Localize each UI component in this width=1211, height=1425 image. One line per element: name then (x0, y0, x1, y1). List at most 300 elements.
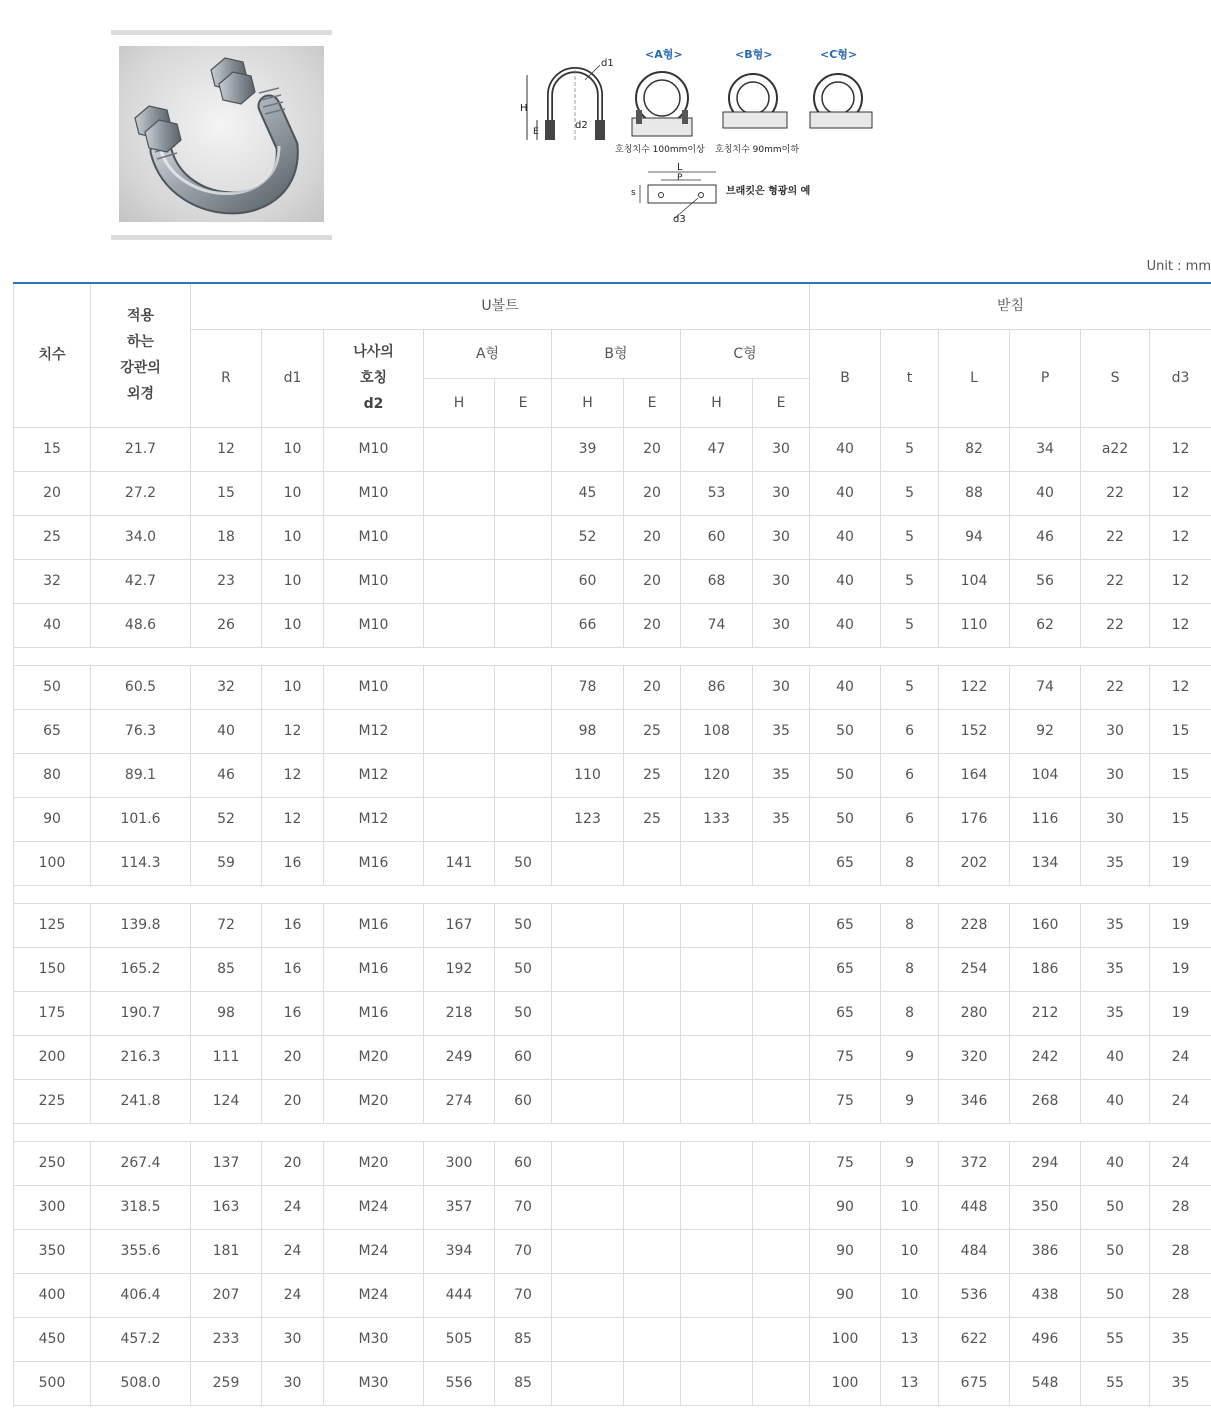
table-cell: 78 (552, 665, 624, 709)
table-cell: 300 (424, 1141, 495, 1185)
table-cell: 457.2 (91, 1317, 191, 1361)
table-row (14, 709, 1211, 753)
table-cell: 53 (681, 471, 753, 515)
table-cell: 24 (1150, 1035, 1211, 1079)
table-cell (495, 427, 552, 471)
table-cell: 19 (1150, 947, 1211, 991)
table-cell: 59 (191, 841, 262, 885)
table-cell: 357 (424, 1185, 495, 1229)
table-cell (552, 1229, 624, 1273)
table-cell: 50 (495, 841, 552, 885)
table-cell: 5 (881, 515, 939, 559)
table-cell: 114.3 (91, 841, 191, 885)
table-cell (753, 947, 810, 991)
table-cell: 92 (1010, 709, 1081, 753)
table-cell (424, 559, 495, 603)
label-l: L (677, 162, 683, 173)
table-cell: 35 (1081, 841, 1150, 885)
table-cell: 45 (552, 471, 624, 515)
table-cell: 225 (14, 1079, 91, 1123)
table-cell (424, 665, 495, 709)
table-cell: 35 (1150, 1317, 1211, 1361)
table-cell: 484 (939, 1229, 1010, 1273)
table-cell: 40 (810, 471, 881, 515)
table-cell: 241.8 (91, 1079, 191, 1123)
table-cell: 40 (810, 665, 881, 709)
table-cell: 186 (1010, 947, 1081, 991)
table-cell: 556 (424, 1361, 495, 1405)
table-cell (495, 471, 552, 515)
header-outer-line: 강관의 (120, 360, 161, 377)
table-cell: 444 (424, 1273, 495, 1317)
header-size: 치수 (14, 283, 91, 427)
table-cell: 26 (191, 603, 262, 647)
table-cell: 28 (1150, 1229, 1211, 1273)
table-cell (424, 515, 495, 559)
table-cell (424, 603, 495, 647)
table-cell: 181 (191, 1229, 262, 1273)
table-cell: 141 (424, 841, 495, 885)
table-cell: 242 (1010, 1035, 1081, 1079)
header-l: L (939, 329, 1010, 427)
table-cell: 65 (810, 947, 881, 991)
table-cell: 40 (810, 515, 881, 559)
table-cell (753, 841, 810, 885)
table-cell: 16 (262, 947, 324, 991)
table-row (14, 471, 1211, 515)
table-cell: 25 (14, 515, 91, 559)
table-row (14, 603, 1211, 647)
table-cell: 5 (881, 665, 939, 709)
table-cell: 12 (262, 709, 324, 753)
table-cell: 400 (14, 1273, 91, 1317)
group-spacer-cell (14, 647, 1211, 665)
table-cell: 8 (881, 903, 939, 947)
table-cell: 46 (191, 753, 262, 797)
label-d1: d1 (601, 58, 614, 69)
header-c-e: E (753, 378, 810, 427)
table-cell: 35 (753, 797, 810, 841)
table-cell: 80 (14, 753, 91, 797)
table-cell (552, 841, 624, 885)
table-cell: 40 (1081, 1079, 1150, 1123)
table-cell: a22 (1081, 427, 1150, 471)
table-cell: 200 (14, 1035, 91, 1079)
header-type-c: C형 (681, 329, 810, 378)
table-cell: M10 (324, 665, 424, 709)
table-cell: 125 (14, 903, 91, 947)
table-cell (624, 1141, 681, 1185)
header-outer-diameter (91, 283, 191, 427)
header-outer-line: 외경 (126, 386, 155, 403)
table-cell: 94 (939, 515, 1010, 559)
table-cell: 218 (424, 991, 495, 1035)
table-cell: 30 (753, 603, 810, 647)
table-cell: 274 (424, 1079, 495, 1123)
table-cell: 150 (14, 947, 91, 991)
u-bolt-illustration (119, 46, 324, 222)
table-cell (624, 947, 681, 991)
table-cell: 100 (14, 841, 91, 885)
table-cell: 62 (1010, 603, 1081, 647)
table-cell: 42.7 (91, 559, 191, 603)
table-cell: 50 (495, 903, 552, 947)
dimension-drawing (515, 40, 895, 230)
table-cell: 60 (681, 515, 753, 559)
table-cell: 40 (191, 709, 262, 753)
table-cell: 50 (1081, 1229, 1150, 1273)
table-cell: 12 (262, 753, 324, 797)
table-cell: 111 (191, 1035, 262, 1079)
table-cell: 450 (14, 1317, 91, 1361)
table-cell (552, 1317, 624, 1361)
table-cell: 24 (1150, 1079, 1211, 1123)
table-cell (552, 991, 624, 1035)
table-cell (681, 991, 753, 1035)
table-cell: 294 (1010, 1141, 1081, 1185)
table-cell: 207 (191, 1273, 262, 1317)
table-cell (495, 753, 552, 797)
table-cell: 6 (881, 797, 939, 841)
type-a-title: <A형> (645, 48, 683, 61)
table-cell: 22 (1081, 665, 1150, 709)
table-cell: 5 (881, 427, 939, 471)
table-cell: 40 (810, 427, 881, 471)
table-cell: 35 (753, 709, 810, 753)
table-cell (552, 903, 624, 947)
table-cell: M24 (324, 1273, 424, 1317)
table-cell: 28 (1150, 1273, 1211, 1317)
table-cell: 15 (1150, 753, 1211, 797)
caption-bc: 호칭치수 90mm이하 (715, 145, 800, 155)
table-cell (495, 797, 552, 841)
header-r: R (191, 329, 262, 427)
table-cell: 75 (810, 1141, 881, 1185)
table-cell: 18 (191, 515, 262, 559)
table-cell: 20 (262, 1079, 324, 1123)
table-cell: 68 (681, 559, 753, 603)
table-row (14, 1035, 1211, 1079)
table-cell: 10 (262, 559, 324, 603)
table-cell (681, 1035, 753, 1079)
table-cell: 448 (939, 1185, 1010, 1229)
table-cell: 35 (1081, 991, 1150, 1035)
table-cell: 6 (881, 709, 939, 753)
header-thread (324, 329, 424, 427)
header-b-h: H (552, 378, 624, 427)
table-cell: 386 (1010, 1229, 1081, 1273)
header-d3: d3 (1150, 329, 1211, 427)
table-cell: 548 (1010, 1361, 1081, 1405)
table-cell: 40 (1010, 471, 1081, 515)
table-cell: 55 (1081, 1361, 1150, 1405)
table-cell: 10 (262, 603, 324, 647)
table-cell (681, 1079, 753, 1123)
table-cell: M12 (324, 709, 424, 753)
table-cell: 25 (624, 709, 681, 753)
table-cell (552, 947, 624, 991)
table-cell (552, 1273, 624, 1317)
table-cell: 12 (1150, 515, 1211, 559)
table-cell: 15 (1150, 797, 1211, 841)
table-cell: 250 (14, 1141, 91, 1185)
table-cell: 6 (881, 753, 939, 797)
table-cell: 66 (552, 603, 624, 647)
caption-a: 호칭치수 100mm이상 (615, 145, 705, 155)
photo-top-bar (111, 30, 332, 35)
table-cell: 20 (624, 603, 681, 647)
table-cell (624, 903, 681, 947)
table-cell: 22 (1081, 515, 1150, 559)
table-cell: M12 (324, 797, 424, 841)
table-cell: 30 (1081, 797, 1150, 841)
table-cell: 5 (881, 559, 939, 603)
table-cell: 122 (939, 665, 1010, 709)
header-type-b: B형 (552, 329, 681, 378)
table-cell: 85 (191, 947, 262, 991)
table-cell: 35 (753, 753, 810, 797)
table-cell: 24 (262, 1273, 324, 1317)
table-cell: 20 (624, 665, 681, 709)
table-cell: 65 (14, 709, 91, 753)
table-cell: 76.3 (91, 709, 191, 753)
table-cell: 20 (262, 1035, 324, 1079)
table-cell (624, 1079, 681, 1123)
table-cell: 19 (1150, 841, 1211, 885)
table-cell: 15 (191, 471, 262, 515)
table-cell: 15 (1150, 709, 1211, 753)
table-cell: M30 (324, 1317, 424, 1361)
table-cell: 137 (191, 1141, 262, 1185)
table-cell: 12 (1150, 471, 1211, 515)
table-cell: 167 (424, 903, 495, 947)
table-cell: 70 (495, 1185, 552, 1229)
table-cell: 268 (1010, 1079, 1081, 1123)
table-cell (495, 665, 552, 709)
table-cell: 52 (191, 797, 262, 841)
table-cell: 394 (424, 1229, 495, 1273)
table-row (14, 1229, 1211, 1273)
table-cell: 89.1 (91, 753, 191, 797)
table-cell: 10 (262, 427, 324, 471)
table-cell: 12 (1150, 427, 1211, 471)
table-cell: 176 (939, 797, 1010, 841)
table-cell: 110 (939, 603, 1010, 647)
table-cell (624, 841, 681, 885)
unit-label: Unit : mm (1146, 259, 1211, 274)
table-cell (495, 709, 552, 753)
table-cell (624, 1035, 681, 1079)
table-cell: 372 (939, 1141, 1010, 1185)
label-s: s (631, 188, 636, 198)
table-cell: 34 (1010, 427, 1081, 471)
table-cell (753, 991, 810, 1035)
table-cell: 190.7 (91, 991, 191, 1035)
table-row (14, 515, 1211, 559)
table-cell (624, 1229, 681, 1273)
table-cell (753, 1185, 810, 1229)
header-a-e: E (495, 378, 552, 427)
table-cell: 60 (552, 559, 624, 603)
table-cell: 505 (424, 1317, 495, 1361)
table-cell: 90 (810, 1273, 881, 1317)
table-cell: 175 (14, 991, 91, 1035)
table-cell: M30 (324, 1361, 424, 1405)
table-cell: 233 (191, 1317, 262, 1361)
table-cell: 8 (881, 841, 939, 885)
header-thread-line: 호칭 (359, 370, 388, 386)
table-cell: 60 (495, 1035, 552, 1079)
header-a-h: H (424, 378, 495, 427)
table-cell (424, 753, 495, 797)
table-row (14, 559, 1211, 603)
table-cell: 60 (495, 1141, 552, 1185)
table-cell (624, 1185, 681, 1229)
table-cell: 139.8 (91, 903, 191, 947)
table-cell (681, 947, 753, 991)
table-cell: 50 (495, 947, 552, 991)
table-cell: 30 (753, 665, 810, 709)
group-spacer (14, 1123, 1211, 1141)
table-cell: 133 (681, 797, 753, 841)
table-cell (753, 1141, 810, 1185)
table-cell: 35 (1081, 947, 1150, 991)
table-cell: 35 (1150, 1361, 1211, 1405)
table-cell: 21.7 (91, 427, 191, 471)
dimension-diagram (515, 40, 895, 230)
table-cell: M10 (324, 427, 424, 471)
table-cell: M24 (324, 1185, 424, 1229)
table-cell: 46 (1010, 515, 1081, 559)
table-cell: 35 (1081, 903, 1150, 947)
bracket-note: 브래킷은 형광의 예 (726, 186, 811, 197)
header-thread-line: d2 (363, 396, 384, 412)
table-cell: 24 (1150, 1141, 1211, 1185)
group-spacer-cell (14, 885, 1211, 903)
header-support: 받침 (810, 283, 1211, 329)
table-cell: 48.6 (91, 603, 191, 647)
table-cell: 212 (1010, 991, 1081, 1035)
table-cell: 60.5 (91, 665, 191, 709)
table-cell: 20 (624, 471, 681, 515)
table-cell: 24 (262, 1229, 324, 1273)
table-cell (681, 903, 753, 947)
table-cell: 90 (14, 797, 91, 841)
table-cell: 406.4 (91, 1273, 191, 1317)
table-cell: 202 (939, 841, 1010, 885)
table-cell: 280 (939, 991, 1010, 1035)
table-cell: 50 (495, 991, 552, 1035)
table-cell (753, 1035, 810, 1079)
table-cell: 10 (262, 471, 324, 515)
table-row (14, 797, 1211, 841)
table-cell: 30 (753, 471, 810, 515)
table-cell: 30 (1081, 709, 1150, 753)
table-cell (681, 1185, 753, 1229)
table-cell: 85 (495, 1361, 552, 1405)
table-cell: 70 (495, 1229, 552, 1273)
table-cell (495, 603, 552, 647)
header-ubolt: U볼트 (191, 283, 810, 329)
table-cell: 300 (14, 1185, 91, 1229)
table-cell: 74 (1010, 665, 1081, 709)
table-cell: 39 (552, 427, 624, 471)
table-cell: 120 (681, 753, 753, 797)
table-cell: 90 (810, 1185, 881, 1229)
table-cell: 100 (810, 1361, 881, 1405)
header-outer-line: 하는 (126, 334, 155, 351)
table-cell: 28 (1150, 1185, 1211, 1229)
table-cell (681, 841, 753, 885)
table-cell: 164 (939, 753, 1010, 797)
table-row (14, 947, 1211, 991)
table-cell: 30 (1081, 753, 1150, 797)
table-cell: 75 (810, 1079, 881, 1123)
table-cell (552, 1079, 624, 1123)
table-cell: 346 (939, 1079, 1010, 1123)
table-cell (552, 1185, 624, 1229)
table-cell: 12 (1150, 603, 1211, 647)
table-cell (495, 559, 552, 603)
header-d1: d1 (262, 329, 324, 427)
table-cell: 104 (1010, 753, 1081, 797)
table-cell (681, 1317, 753, 1361)
table-cell: 267.4 (91, 1141, 191, 1185)
table-cell: M16 (324, 903, 424, 947)
table-cell: 30 (753, 427, 810, 471)
table-cell: 675 (939, 1361, 1010, 1405)
table-cell (552, 1361, 624, 1405)
table-cell (753, 1317, 810, 1361)
table-cell: 108 (681, 709, 753, 753)
table-cell: 165.2 (91, 947, 191, 991)
photo-bottom-bar (111, 235, 332, 240)
table-cell: 123 (552, 797, 624, 841)
table-cell: 98 (552, 709, 624, 753)
table-cell: 27.2 (91, 471, 191, 515)
table-cell (424, 797, 495, 841)
table-cell: 12 (1150, 665, 1211, 709)
table-cell: M12 (324, 753, 424, 797)
group-spacer (14, 647, 1211, 665)
label-p: P (677, 173, 683, 183)
table-cell: 110 (552, 753, 624, 797)
table-cell (681, 1361, 753, 1405)
table-cell: 85 (495, 1317, 552, 1361)
table-cell (753, 1229, 810, 1273)
table-cell: 19 (1150, 991, 1211, 1035)
table-cell: 9 (881, 1079, 939, 1123)
table-cell: 65 (810, 991, 881, 1035)
table-cell: 622 (939, 1317, 1010, 1361)
table-cell: M16 (324, 947, 424, 991)
table-cell: 16 (262, 841, 324, 885)
table-cell: 32 (191, 665, 262, 709)
table-cell: M10 (324, 603, 424, 647)
table-cell: 124 (191, 1079, 262, 1123)
header-b: B (810, 329, 881, 427)
table-cell: 86 (681, 665, 753, 709)
table-cell: M10 (324, 471, 424, 515)
table-cell: 24 (262, 1185, 324, 1229)
table-cell: 10 (262, 665, 324, 709)
table-cell: 40 (1081, 1035, 1150, 1079)
table-cell: 52 (552, 515, 624, 559)
table-cell: 34.0 (91, 515, 191, 559)
product-photo-frame (111, 30, 332, 242)
table-cell: 50 (1081, 1273, 1150, 1317)
table-cell: 13 (881, 1317, 939, 1361)
